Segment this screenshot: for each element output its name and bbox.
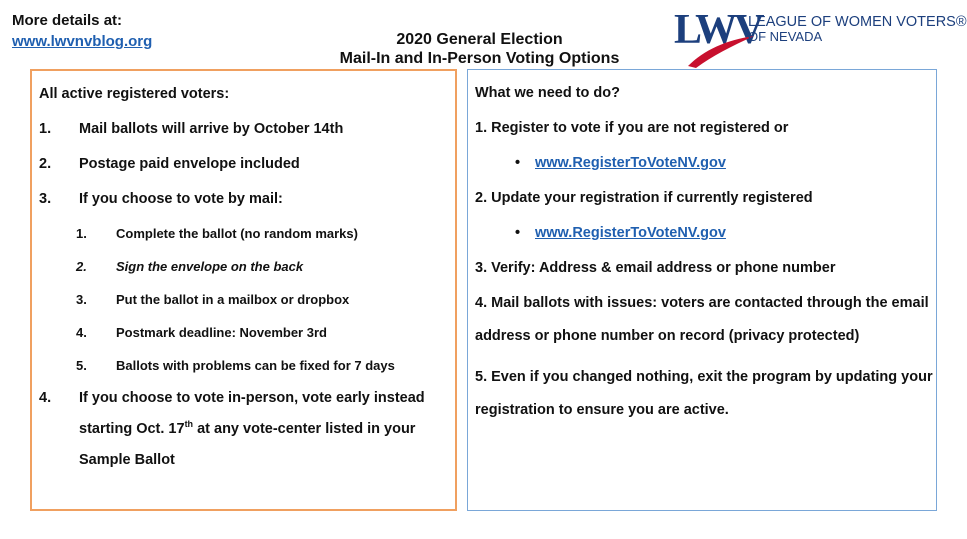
org-name-line-1: [748, 14, 967, 30]
step-verify: 3. Verify: Address & email address or phone number: [475, 260, 836, 276]
sub-list-item: [39, 290, 455, 309]
sub-item-text: Complete the ballot (no random marks): [116, 226, 358, 241]
more-details: [12, 10, 152, 52]
ordinal-suffix: th: [184, 419, 194, 430]
step-mail-issues: 4. Mail ballots with issues: voters are contacted through the email address or phone number on record (privacy protected): [475, 295, 929, 344]
sub-item-number: 1.: [76, 226, 87, 241]
register-link-item: [475, 153, 936, 174]
in-person-text-a: If you choose to vote in-person, vote early instead starting Oct. 17: [79, 390, 425, 437]
list-item-text: If you choose to vote by mail:: [79, 191, 283, 207]
list-item: [39, 119, 455, 140]
lwv-mark: LWV: [674, 7, 762, 53]
org-name-line-2: OF NEVADA: [748, 29, 823, 44]
list-item: [39, 189, 455, 210]
step-update: 2. Update your registration if currently registered: [475, 190, 813, 206]
mail-in-panel: [30, 69, 457, 511]
page-title: [292, 30, 667, 68]
list-item-text: Postage paid envelope included: [79, 156, 300, 172]
sub-list-item: [39, 323, 455, 342]
action-panel: [467, 69, 937, 511]
title-line-1: 2020 General Election: [396, 31, 563, 48]
lwv-logo: [674, 6, 967, 68]
sub-item-number: 5.: [76, 358, 87, 373]
registered-mark: ®: [955, 14, 967, 30]
sub-item-number: 4.: [76, 325, 87, 340]
sub-list-item: [39, 224, 455, 243]
sub-list-item: [39, 257, 455, 276]
sub-item-number: 2.: [76, 259, 87, 274]
list-item-text: [79, 383, 455, 476]
blog-link[interactable]: www.lwvnvblog.org: [12, 33, 153, 50]
update-link-item: [475, 223, 936, 244]
bullet: •: [515, 155, 521, 171]
org-name: LEAGUE OF WOMEN VOTERS: [748, 14, 956, 30]
list-item: [39, 154, 455, 175]
title-line-2: Mail-In and In-Person Voting Options: [339, 50, 620, 67]
bullet: •: [515, 225, 521, 241]
list-item-text: Mail ballots will arrive by October 14th: [79, 121, 344, 137]
update-link[interactable]: www.RegisterToVoteNV.gov: [535, 225, 726, 241]
left-heading: All active registered voters:: [39, 86, 230, 102]
sub-item-text: Sign the envelope on the back: [116, 259, 304, 274]
register-link[interactable]: www.RegisterToVoteNV.gov: [535, 155, 726, 171]
sub-item-text: Put the ballot in a mailbox or dropbox: [116, 292, 350, 307]
sub-item-text: Postmark deadline: November 3rd: [116, 325, 327, 340]
more-details-label: More details at:: [12, 12, 123, 29]
step-exit-program: 5. Even if you changed nothing, exit the program by updating your registration to ensure you are active.: [475, 369, 933, 418]
list-item-number: 2.: [39, 156, 52, 172]
right-heading: What we need to do?: [475, 85, 620, 101]
list-item: [39, 383, 455, 476]
sub-item-number: 3.: [76, 292, 87, 307]
step-register: 1. Register to vote if you are not registered or: [475, 120, 789, 136]
sub-list-item: [39, 356, 455, 375]
sub-item-text: Ballots with problems can be fixed for 7 days: [116, 358, 395, 373]
list-item-number: 1.: [39, 121, 52, 137]
list-item-number: 3.: [39, 191, 52, 207]
list-item-number: 4.: [39, 390, 52, 406]
in-person-text-b: at any vote-center listed in your Sample Ballot: [79, 421, 416, 468]
